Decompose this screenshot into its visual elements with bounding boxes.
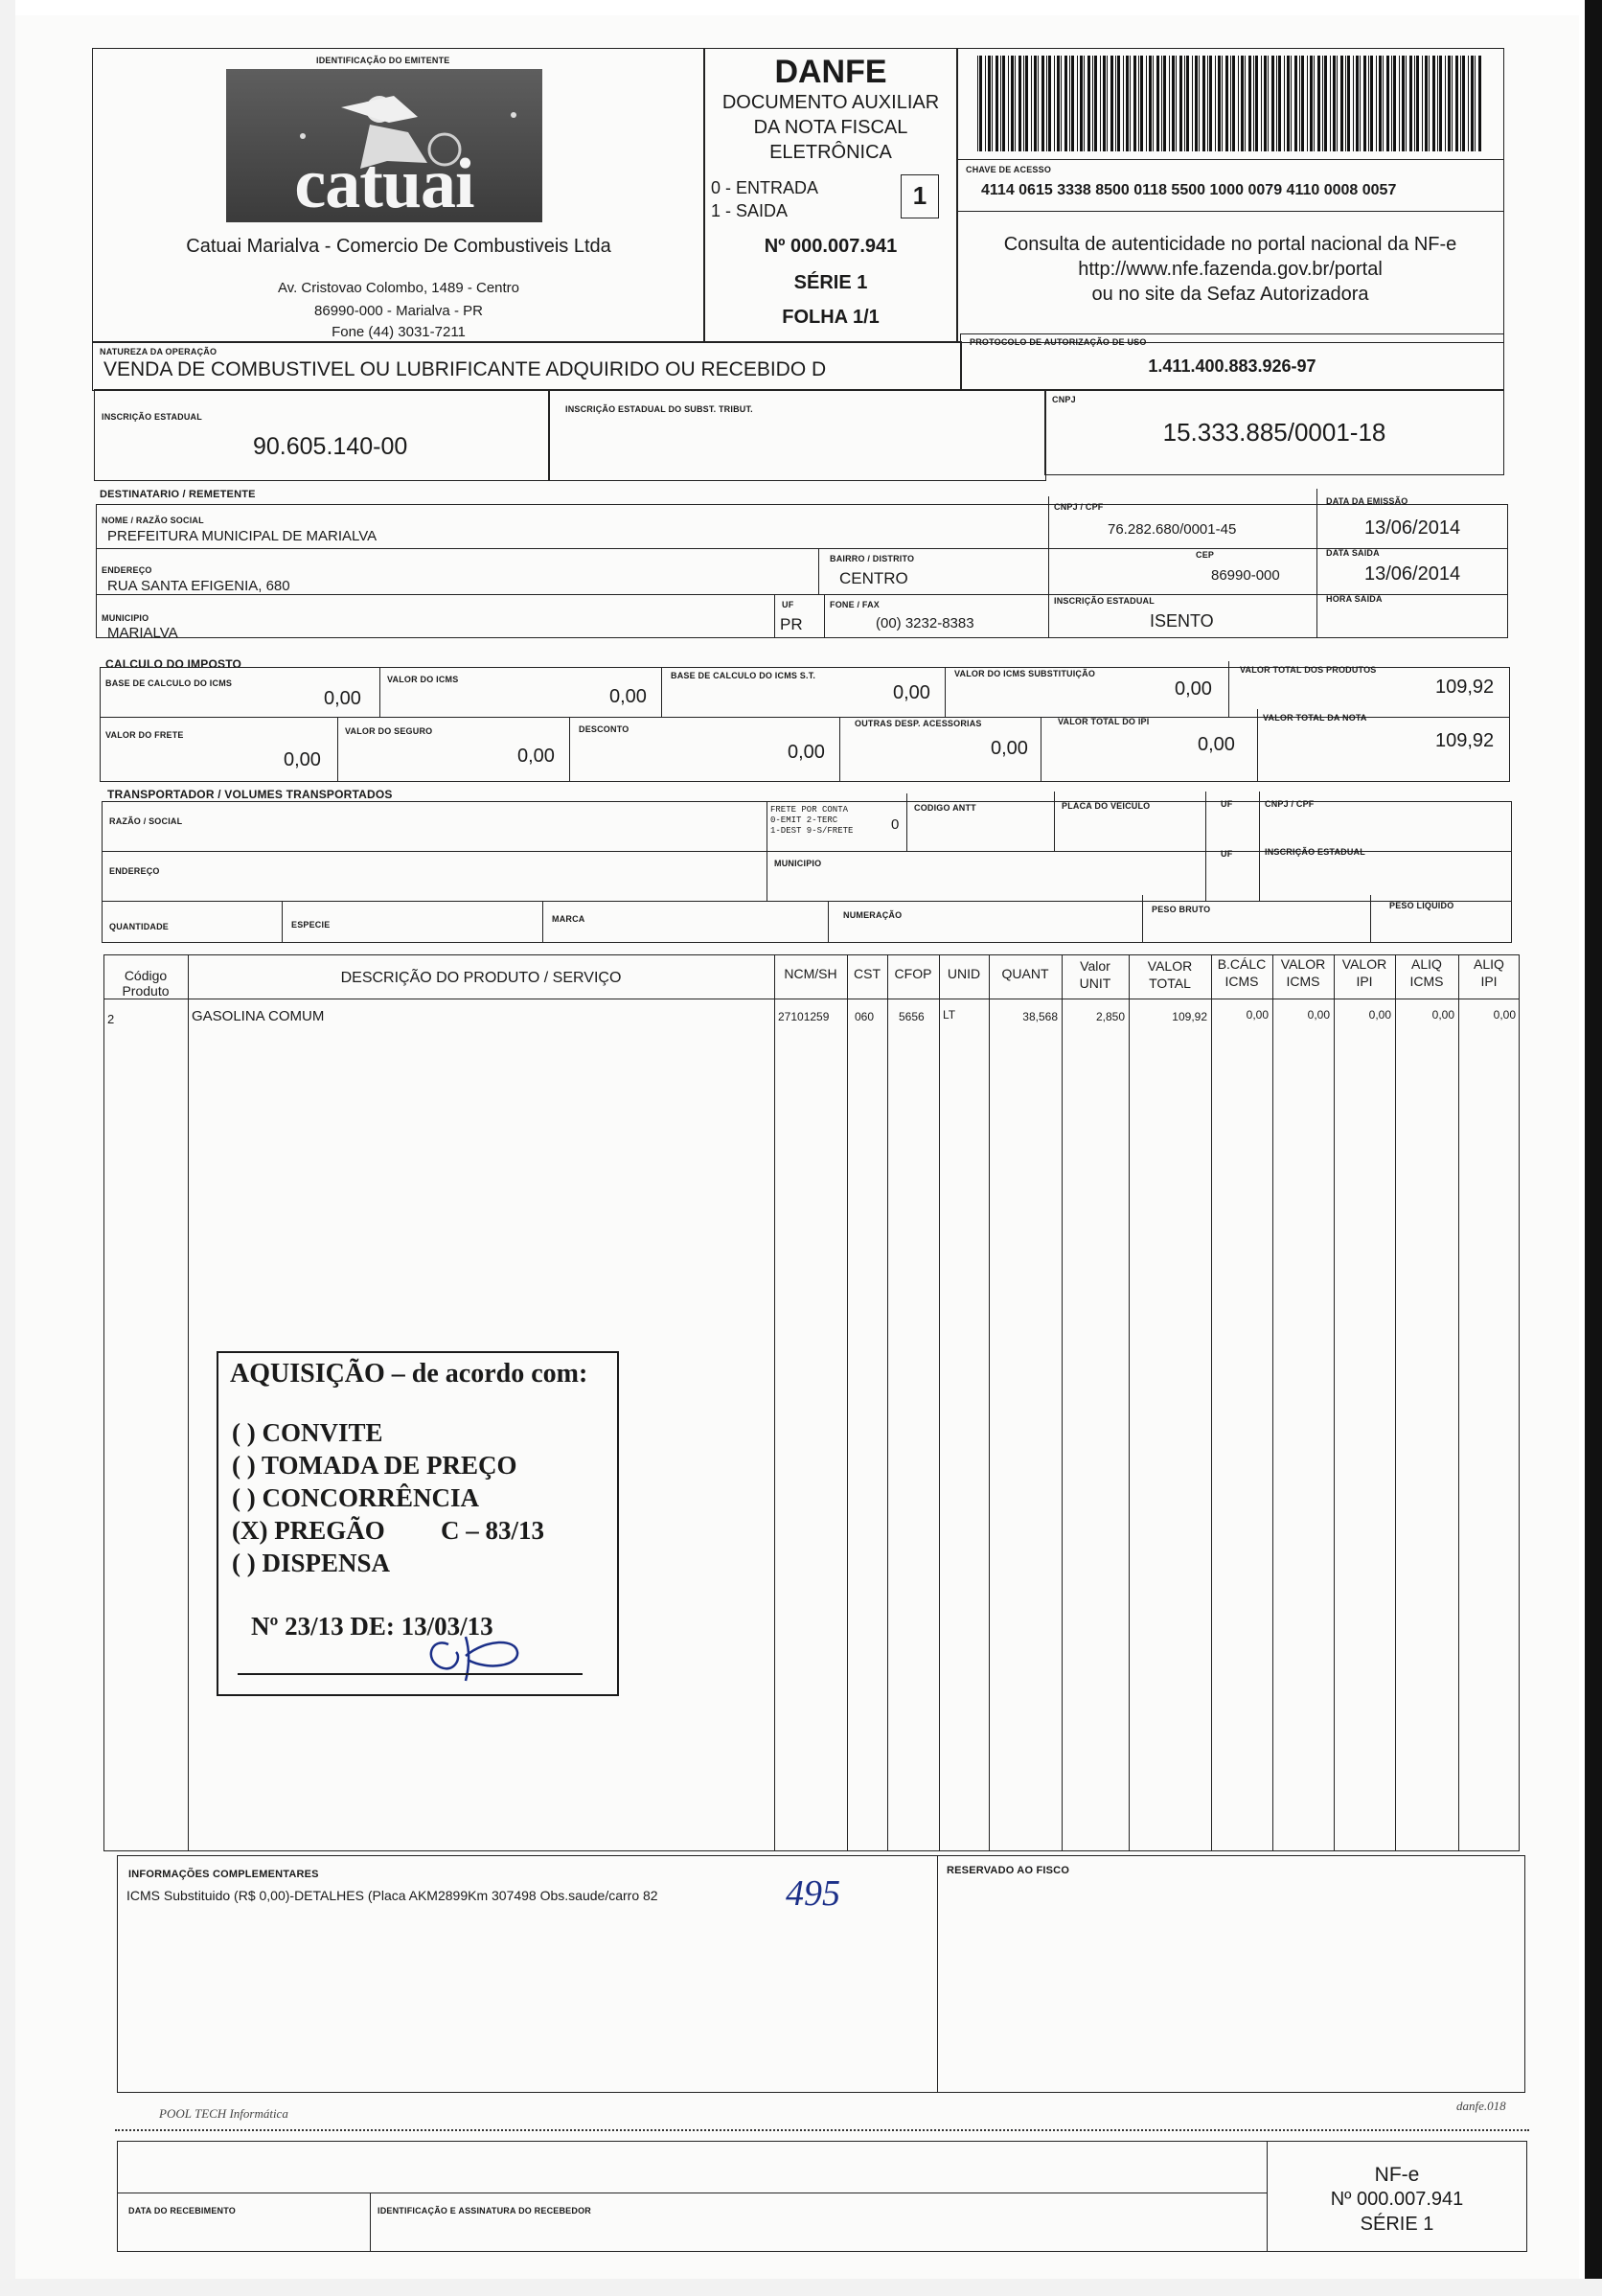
danfe-serie: SÉRIE 1: [793, 272, 868, 293]
stamp-opt4: (X) PREGÃO: [232, 1516, 385, 1545]
adicionais-label: INFORMAÇÕES COMPLEMENTARES: [128, 1869, 319, 1880]
barcode-bar: [1179, 56, 1182, 151]
transp-frete-label2: 0-EMIT 2-TERC: [770, 815, 838, 825]
transp-marca-label: MARCA: [552, 914, 585, 924]
barcode-bar: [1353, 56, 1354, 151]
barcode-bar: [1337, 56, 1338, 151]
barcode-bar: [1340, 56, 1343, 151]
imposto-section-label: CALCULO DO IMPOSTO: [105, 657, 242, 671]
protocolo-label: PROTOCOLO DE AUTORIZAÇÃO DE USO: [970, 337, 1147, 347]
barcode-bar: [1276, 56, 1277, 151]
emitente-address1: Av. Cristovao Colombo, 1489 - Centro: [277, 280, 520, 296]
barcode-bar: [1094, 56, 1097, 151]
barcode-bar: [1018, 56, 1021, 151]
total-nota-label: VALOR TOTAL DA NOTA: [1263, 713, 1367, 723]
barcode-bar: [1057, 56, 1060, 151]
barcode-bar: [1347, 56, 1350, 151]
barcode-bar: [1330, 56, 1331, 151]
transp-frete-value: 0: [891, 816, 900, 833]
barcode-bar: [1333, 56, 1336, 151]
barcode-bar: [1425, 56, 1428, 151]
barcode-bar: [1117, 56, 1120, 151]
scan-edge-bottom: [0, 2279, 1602, 2296]
barcode-bar: [1107, 56, 1108, 151]
transp-ie-label: INSCRIÇÃO ESTADUAL: [1265, 847, 1365, 857]
valor-st: 0,00: [1175, 678, 1212, 700]
base-icms: 0,00: [324, 688, 361, 709]
cell-bcalc: 0,00: [1246, 1008, 1269, 1022]
barcode-bar: [1284, 56, 1285, 151]
hdr-descricao: DESCRIÇÃO DO PRODUTO / SERVIÇO: [340, 970, 622, 986]
barcode-bar: [1002, 56, 1005, 151]
barcode-bar: [1376, 56, 1377, 151]
barcode-bar: [1222, 56, 1223, 151]
barcode-bar: [1448, 56, 1451, 151]
dest-cep: 86990-000: [1211, 567, 1280, 584]
consulta-line3: ou no site da Sefaz Autorizadora: [1091, 284, 1369, 305]
fisco-label: RESERVADO AO FISCO: [947, 1865, 1070, 1876]
total-prod: 109,92: [1435, 677, 1495, 698]
cell-codigo: 2: [107, 1012, 115, 1026]
barcode-bar: [1084, 56, 1085, 151]
hdr-aipi-2: IPI: [1480, 974, 1498, 989]
outras: 0,00: [991, 738, 1028, 759]
transp-antt-label: CODIGO ANTT: [914, 803, 976, 813]
danfe-title: DANFE: [774, 54, 887, 90]
dest-ie: ISENTO: [1150, 611, 1214, 631]
barcode-bar: [1291, 56, 1292, 151]
barcode-bar: [988, 56, 991, 151]
stamp-numero: Nº 23/13 DE: 13/03/13: [251, 1612, 493, 1641]
barcode-bar: [1310, 56, 1313, 151]
barcode-bar: [1468, 56, 1469, 151]
barcode-bar: [1414, 56, 1415, 151]
barcode-bar: [1399, 56, 1400, 151]
cell-quant: 38,568: [1022, 1010, 1058, 1023]
barcode-bar: [1462, 56, 1465, 151]
barcode-bar: [1202, 56, 1205, 151]
cell-aicms: 0,00: [1431, 1008, 1454, 1022]
dest-nome: PREFEITURA MUNICIPAL DE MARIALVA: [107, 528, 378, 544]
desconto-label: DESCONTO: [579, 724, 629, 734]
hdr-codigo-2: Produto: [122, 983, 170, 999]
stamp-opt2: ( ) TOMADA DE PREÇO: [232, 1451, 517, 1480]
natureza-value: VENDA DE COMBUSTIVEL OU LUBRIFICANTE ADQUIRIDO OU RECEBIDO D: [103, 358, 827, 380]
dest-bairro-label: BAIRRO / DISTRITO: [830, 554, 915, 563]
barcode-bar: [1383, 56, 1384, 151]
dest-fone-label: FONE / FAX: [830, 600, 881, 609]
cell-descricao: GASOLINA COMUM: [192, 1008, 325, 1024]
cut-line: [115, 2129, 1529, 2131]
emitente-name: Catuai Marialva - Comercio De Combustiveis Ltda: [186, 236, 611, 257]
dest-fone: (00) 3232-8383: [876, 615, 974, 631]
cell-cfop: 5656: [899, 1010, 925, 1023]
stamp-opt5: ( ) DISPENSA: [232, 1549, 391, 1577]
barcode-bar: [992, 56, 993, 151]
barcode-bar: [1184, 56, 1185, 151]
barcode-bar: [1153, 56, 1154, 151]
barcode-bar: [1294, 56, 1297, 151]
barcode-bar: [1080, 56, 1083, 151]
dest-endereco-label: ENDEREÇO: [102, 565, 152, 575]
dest-saida: 13/06/2014: [1364, 563, 1461, 585]
canhoto-numero: Nº 000.007.941: [1330, 2189, 1464, 2210]
barcode-bar: [1192, 56, 1193, 151]
chave-label: CHAVE DE ACESSO: [966, 165, 1052, 174]
transp-uf2-label: UF: [1221, 849, 1233, 859]
barcode-bar: [1123, 56, 1124, 151]
dest-cnpj: 76.282.680/0001-45: [1108, 521, 1237, 538]
ie-label: INSCRIÇÃO ESTADUAL: [102, 412, 202, 422]
cell-vtotal: 109,92: [1172, 1010, 1207, 1023]
barcode-bar: [1409, 56, 1412, 151]
hdr-cst: CST: [854, 966, 881, 981]
barcode-bar: [1130, 56, 1131, 151]
barcode-bar: [1345, 56, 1346, 151]
cnpj-value: 15.333.885/0001-18: [1162, 418, 1386, 447]
barcode: [977, 56, 1485, 151]
danfe-subtitle1: DOCUMENTO AUXILIAR: [721, 92, 940, 113]
stamp-opt4b: C – 83/13: [441, 1516, 544, 1545]
barcode-bar: [1278, 56, 1281, 151]
dest-emissao: 13/06/2014: [1364, 517, 1461, 539]
barcode-bar: [1064, 56, 1067, 151]
chave-value: 4114 0615 3338 8500 0118 5500 1000 0079 4110 0008 0057: [981, 182, 1397, 198]
frete-label: VALOR DO FRETE: [105, 730, 184, 740]
dest-cep-label: CEP: [1196, 550, 1215, 560]
transp-municipio-label: MUNICIPIO: [774, 859, 822, 868]
barcode-bar: [1015, 56, 1016, 151]
logo-text: catuai: [294, 145, 474, 223]
barcode-bar: [1077, 56, 1078, 151]
transp-cnpj-label: CNPJ / CPF: [1265, 799, 1315, 809]
barcode-bar: [1324, 56, 1327, 151]
transp-peso-bruto-label: PESO BRUTO: [1152, 905, 1211, 914]
outras-label: OUTRAS DESP. ACESSORIAS: [855, 719, 982, 728]
dest-uf: PR: [780, 615, 803, 633]
barcode-bar: [1475, 56, 1476, 151]
barcode-bar: [979, 56, 982, 151]
barcode-bar: [1025, 56, 1028, 151]
hdr-bcalc-1: B.CÁLC: [1217, 956, 1267, 972]
hdr-quant: QUANT: [1001, 966, 1049, 981]
barcode-bar: [1046, 56, 1047, 151]
barcode-bar: [1146, 56, 1147, 151]
danfe-folha: FOLHA 1/1: [782, 307, 880, 328]
dest-endereco: RUA SANTA EFIGENIA, 680: [107, 578, 290, 594]
footer-form: danfe.018: [1456, 2099, 1506, 2113]
barcode-bar: [1248, 56, 1251, 151]
stamp-line1: AQUISIÇÃO – de acordo com:: [230, 1359, 588, 1389]
barcode-bar: [1264, 56, 1267, 151]
transp-placa-label: PLACA DO VEICULO: [1062, 801, 1151, 811]
dest-municipio-label: MUNICIPIO: [102, 613, 149, 623]
danfe-tipo-box: 1: [901, 174, 939, 218]
adicionais-handwritten: 495: [786, 1873, 840, 1914]
transp-frete-label1: FRETE POR CONTA: [770, 805, 849, 815]
barcode-bar: [1370, 56, 1373, 151]
barcode-bar: [1115, 56, 1116, 151]
barcode-bar: [1207, 56, 1208, 151]
barcode-bar: [1307, 56, 1308, 151]
dest-hora-label: HORA SAIDA: [1326, 594, 1383, 604]
cell-ncm: 27101259: [778, 1010, 830, 1023]
barcode-bar: [1169, 56, 1170, 151]
barcode-bar: [1402, 56, 1405, 151]
emitente-address2: 86990-000 - Marialva - PR: [314, 303, 483, 319]
ie-st-label: INSCRIÇÃO ESTADUAL DO SUBST. TRIBUT.: [565, 404, 753, 414]
barcode-bar: [1268, 56, 1269, 151]
barcode-bar: [1031, 56, 1032, 151]
barcode-bar: [1008, 56, 1009, 151]
barcode-bar: [1439, 56, 1442, 151]
barcode-bar: [1406, 56, 1407, 151]
hdr-vipi-2: IPI: [1356, 974, 1373, 989]
barcode-bar: [1317, 56, 1320, 151]
barcode-bar: [1172, 56, 1175, 151]
total-nota: 109,92: [1435, 730, 1495, 751]
base-st-label: BASE DE CALCULO DO ICMS S.T.: [671, 671, 816, 680]
hdr-ncm: NCM/SH: [784, 966, 837, 981]
scan-edge-left: [0, 0, 15, 2296]
valor-icms-label: VALOR DO ICMS: [387, 675, 459, 684]
barcode-bar: [1299, 56, 1300, 151]
transp-uf-label: UF: [1221, 799, 1233, 809]
danfe-saida: 1 - SAIDA: [711, 201, 789, 220]
consulta-line2: http://www.nfe.fazenda.gov.br/portal: [1078, 259, 1383, 280]
barcode-bar: [1100, 56, 1101, 151]
barcode-bar: [1011, 56, 1014, 151]
cell-vunit: 2,850: [1095, 1010, 1125, 1023]
transp-numeracao-label: NUMERAÇÃO: [843, 910, 903, 920]
dest-bairro: CENTRO: [839, 569, 908, 587]
barcode-bar: [1253, 56, 1254, 151]
hdr-aipi-1: ALIQ: [1474, 956, 1504, 972]
barcode-bar: [1455, 56, 1458, 151]
barcode-bar: [1416, 56, 1419, 151]
ie-st-box: [548, 389, 1046, 481]
dest-saida-label: DATA SAIDA: [1326, 548, 1380, 558]
cell-cst: 060: [855, 1010, 875, 1023]
adicionais-text: ICMS Substituido (R$ 0,00)-DETALHES (Placa AKM2899Km 307498 Obs.saude/carro 82: [126, 1888, 658, 1903]
hdr-aicms-2: ICMS: [1409, 974, 1444, 989]
canhoto-serie: SÉRIE 1: [1360, 2214, 1434, 2235]
transp-peso-liq-label: PESO LIQUIDO: [1389, 901, 1454, 910]
barcode-bar: [1368, 56, 1369, 151]
barcode-bar: [1176, 56, 1177, 151]
barcode-bar: [1255, 56, 1258, 151]
canhoto-nfe: NF-e: [1374, 2164, 1420, 2186]
barcode-bar: [1271, 56, 1274, 151]
transporte-section-label: TRANSPORTADOR / VOLUMES TRANSPORTADOS: [107, 788, 393, 801]
dest-nome-label: NOME / RAZÃO SOCIAL: [102, 516, 204, 525]
hdr-vicms-2: ICMS: [1286, 974, 1320, 989]
barcode-bar: [1232, 56, 1235, 151]
ipi: 0,00: [1198, 734, 1235, 755]
desconto: 0,00: [788, 742, 825, 763]
hdr-codigo-1: Código: [124, 968, 168, 983]
stamp-opt1: ( ) CONVITE: [232, 1418, 383, 1447]
barcode-bar: [996, 56, 998, 151]
barcode-bar: [1230, 56, 1231, 151]
barcode-bar: [1386, 56, 1389, 151]
barcode-bar: [1087, 56, 1090, 151]
hdr-vtotal-2: TOTAL: [1149, 976, 1191, 991]
barcode-bar: [1140, 56, 1143, 151]
hdr-bcalc-2: ICMS: [1224, 974, 1259, 989]
hdr-aicms-1: ALIQ: [1411, 956, 1442, 972]
barcode-bar: [1393, 56, 1396, 151]
barcode-bar: [1245, 56, 1246, 151]
barcode-bar: [1478, 56, 1481, 151]
footer-software: POOL TECH Informática: [159, 2106, 288, 2121]
danfe-numero: Nº 000.007.941: [764, 236, 898, 257]
canhoto-data-label: DATA DO RECEBIMENTO: [128, 2206, 236, 2216]
barcode-bar: [1126, 56, 1129, 151]
seguro: 0,00: [517, 746, 555, 767]
barcode-bar: [1034, 56, 1037, 151]
barcode-bar: [1437, 56, 1438, 151]
barcode-bar: [1038, 56, 1039, 151]
danfe-subtitle2: DA NOTA FISCAL: [753, 117, 908, 138]
danfe-entrada: 0 - ENTRADA: [711, 178, 819, 197]
barcode-bar: [1092, 56, 1093, 151]
hdr-vunit-1: Valor: [1080, 958, 1110, 974]
barcode-bar: [1149, 56, 1152, 151]
barcode-bar: [1314, 56, 1315, 151]
emitente-phone: Fone (44) 3031-7211: [332, 324, 466, 340]
barcode-bar: [1138, 56, 1139, 151]
ie-value: 90.605.140-00: [253, 433, 408, 460]
destinatario-section-label: DESTINATARIO / REMETENTE: [100, 489, 256, 500]
dest-uf-label: UF: [782, 600, 794, 609]
barcode-bar: [1460, 56, 1461, 151]
hdr-unid: UNID: [947, 966, 981, 981]
barcode-bar: [1163, 56, 1166, 151]
barcode-bar: [1432, 56, 1435, 151]
hdr-vunit-2: UNIT: [1079, 976, 1111, 991]
barcode-bar: [1363, 56, 1366, 151]
protocolo-value: 1.411.400.883.926-97: [1148, 356, 1316, 376]
barcode-bar: [1209, 56, 1212, 151]
transp-qtd-label: QUANTIDADE: [109, 922, 169, 931]
cell-vicms: 0,00: [1307, 1008, 1330, 1022]
barcode-bar: [1322, 56, 1323, 151]
hdr-cfop: CFOP: [894, 966, 932, 981]
barcode-bar: [1360, 56, 1361, 151]
barcode-bar: [1238, 56, 1239, 151]
barcode-bar: [1241, 56, 1244, 151]
dest-ie-label: INSCRIÇÃO ESTADUAL: [1054, 596, 1155, 606]
dest-emissao-label: DATA DA EMISSÃO: [1326, 496, 1408, 506]
barcode-bar: [1195, 56, 1198, 151]
barcode-bar: [1156, 56, 1159, 151]
barcode-bar: [1422, 56, 1423, 151]
frete: 0,00: [284, 749, 321, 770]
barcode-bar: [1445, 56, 1446, 151]
hdr-vtotal-1: VALOR: [1147, 958, 1193, 974]
barcode-bar: [1215, 56, 1216, 151]
cell-aipi: 0,00: [1493, 1008, 1516, 1022]
emitente-section-label: IDENTIFICAÇÃO DO EMITENTE: [316, 56, 450, 65]
barcode-bar: [1186, 56, 1189, 151]
barcode-bar: [1023, 56, 1024, 151]
hdr-vicms-1: VALOR: [1280, 956, 1326, 972]
cell-vipi: 0,00: [1368, 1008, 1391, 1022]
dest-municipio: MARIALVA: [107, 625, 178, 641]
seguro-label: VALOR DO SEGURO: [345, 726, 433, 736]
barcode-bar: [1103, 56, 1106, 151]
barcode-bar: [1452, 56, 1453, 151]
barcode-bar: [1356, 56, 1359, 151]
transp-endereco-label: ENDEREÇO: [109, 866, 160, 876]
barcode-bar: [1000, 56, 1001, 151]
emitente-logo: [226, 69, 542, 222]
scan-edge-right: [1585, 0, 1602, 2296]
transp-razao-label: RAZÃO / SOCIAL: [109, 816, 183, 826]
barcode-bar: [1225, 56, 1228, 151]
barcode-bar: [1287, 56, 1290, 151]
barcode-bar: [1110, 56, 1113, 151]
barcode-bar: [1071, 56, 1074, 151]
total-prod-label: VALOR TOTAL DOS PRODUTOS: [1240, 665, 1377, 675]
valor-icms: 0,00: [609, 686, 647, 707]
barcode-bar: [1054, 56, 1055, 151]
barcode-bar: [1218, 56, 1221, 151]
barcode-bar: [985, 56, 986, 151]
cnpj-label: CNPJ: [1052, 395, 1076, 404]
stamp-opt3: ( ) CONCORRÊNCIA: [232, 1483, 479, 1512]
transp-especie-label: ESPECIE: [291, 920, 331, 930]
barcode-bar: [1391, 56, 1392, 151]
valor-st-label: VALOR DO ICMS SUBSTITUIÇÃO: [954, 669, 1096, 678]
barcode-bar: [1048, 56, 1051, 151]
barcode-bar: [977, 56, 978, 151]
base-st: 0,00: [893, 682, 930, 703]
transp-frete-label3: 1-DEST 9-S/FRETE: [770, 826, 854, 836]
barcode-bar: [1379, 56, 1382, 151]
ipi-label: VALOR TOTAL DO IPI: [1058, 717, 1150, 726]
barcode-bar: [1471, 56, 1474, 151]
canhoto-assinatura-label: IDENTIFICAÇÃO E ASSINATURA DO RECEBEDOR: [378, 2206, 591, 2216]
barcode-bar: [1041, 56, 1044, 151]
barcode-bar: [1161, 56, 1162, 151]
barcode-bar: [1069, 56, 1070, 151]
barcode-bar: [1199, 56, 1200, 151]
danfe-subtitle3: ELETRÔNICA: [769, 142, 892, 163]
hdr-vipi-1: VALOR: [1341, 956, 1387, 972]
dest-cnpj-label: CNPJ / CPF: [1054, 502, 1104, 512]
barcode-bar: [1061, 56, 1062, 151]
barcode-bar: [1261, 56, 1262, 151]
barcode-bar: [1301, 56, 1304, 151]
base-icms-label: BASE DE CALCULO DO ICMS: [105, 678, 233, 688]
consulta-line1: Consulta de autenticidade no portal nacional da NF-e: [1003, 234, 1457, 255]
barcode-bar: [1133, 56, 1136, 151]
cell-unid: LT: [943, 1008, 956, 1022]
barcode-bar: [1429, 56, 1430, 151]
natureza-label: NATUREZA DA OPERAÇÃO: [100, 347, 217, 356]
